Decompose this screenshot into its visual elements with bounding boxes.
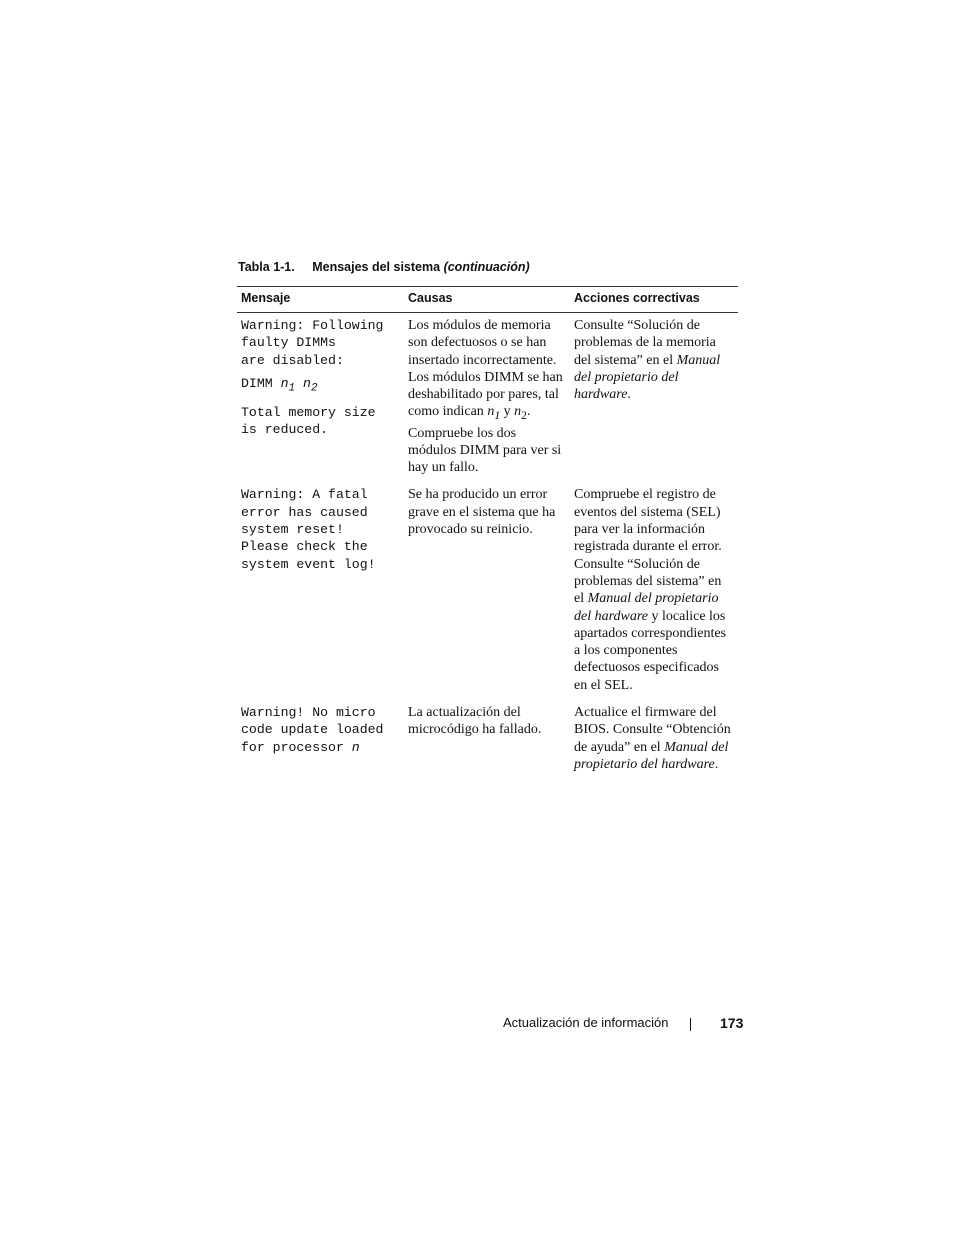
table-continued-label: (continuación) <box>443 260 530 274</box>
message-cell <box>237 482 404 700</box>
message-text: Warning: Following faulty DIMMs are disabled: <box>241 318 384 368</box>
header-causes: Causas <box>404 287 570 313</box>
manual-reference: Manual del propietario del hardware <box>574 739 729 772</box>
cause-cell: La actualización del microcódigo ha fallado. <box>408 705 542 738</box>
system-messages-table <box>237 286 738 779</box>
table-number: Tabla 1-1. <box>238 260 295 274</box>
table-row <box>237 482 738 700</box>
message-cell <box>237 313 404 483</box>
cause-cell: Se ha producido un error grave en el sistema que ha provocado su reinicio. <box>408 487 556 538</box>
table-caption <box>238 260 530 274</box>
header-actions: Acciones correctivas <box>570 287 738 313</box>
message-text: Total memory size is reduced. <box>241 404 376 438</box>
action-cell: Compruebe el registro de eventos del sistema (SEL) para ver la información registrada durante el error. Consulte “Solución de problemas del sistema” en el Manual del propietario del hardware y localice los apartados correspondientes a los componentes defectuosos especificados en el SEL. <box>574 487 726 693</box>
cause-cell: Los módulos de memoria son defectuosos o se han insertado incorrectamente. Los módulos DIMM se han deshabilitado por pares, tal como indican $n_1$ y $n_2$. Compruebe los dos módulos DIMM para ver si hay un fallo. <box>408 318 563 476</box>
action-cell: Actualice el firmware del BIOS. Consulte “Obtención de ayuda” en el Manual del propietario del hardware. <box>574 705 731 772</box>
page-footer <box>503 1015 744 1031</box>
manual-reference: Manual del propietario del hardware <box>574 591 719 624</box>
table-title: Mensajes del sistema <box>312 260 441 274</box>
footer-separator <box>690 1018 691 1031</box>
message-text-dimm: DIMM $n_1$ $n_2$ <box>241 375 318 395</box>
message-text: Warning! No micro code update loaded for processor n <box>241 705 384 755</box>
message-cell <box>237 700 404 779</box>
footer-section-title: Actualización de información <box>503 1015 669 1030</box>
page-number: 173 <box>720 1015 744 1031</box>
message-text: Warning: A fatal error has caused system reset! Please check the system event log! <box>241 487 376 572</box>
manual-reference: Manual del propietario del hardware <box>574 352 721 403</box>
action-cell: Consulte “Solución de problemas de la memoria del sistema” en el Manual del propietario del hardware. <box>574 318 721 403</box>
header-message: Mensaje <box>237 287 404 313</box>
table-header-row <box>237 287 738 313</box>
table-row <box>237 313 738 483</box>
table-row <box>237 700 738 779</box>
